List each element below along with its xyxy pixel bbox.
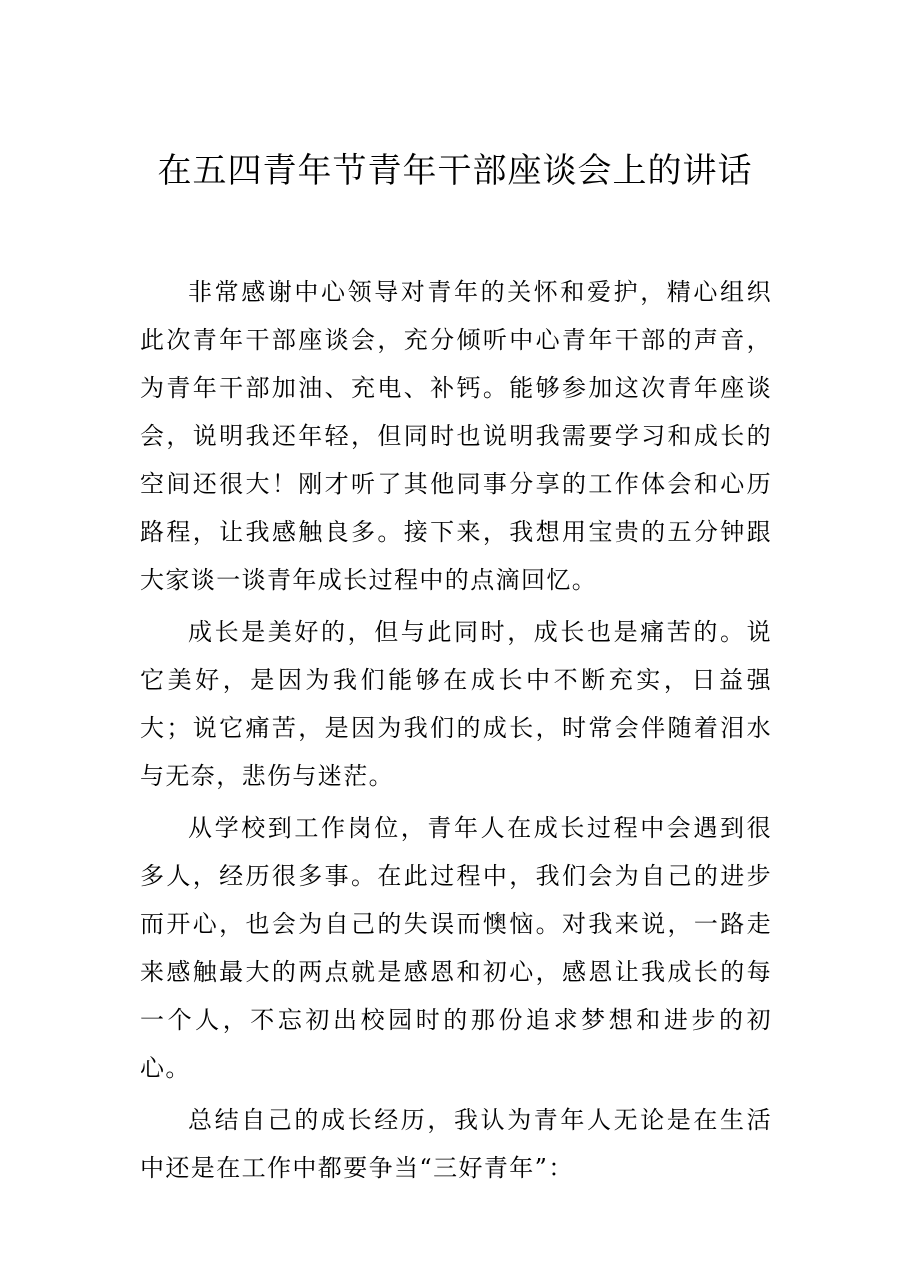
paragraph-2: 成长是美好的，但与此同时，成长也是痛苦的。说它美好，是因为我们能够在成长中不断充实，日益强大；说它痛苦，是因为我们的成长，时常会伴随着泪水与无奈，悲伤与迷茫。 <box>140 618 772 790</box>
document-title: 在五四青年节青年干部座谈会上的讲话 <box>157 151 753 191</box>
document-body <box>140 268 772 1196</box>
paragraph-1: 非常感谢中心领导对青年的关怀和爱护，精心组织此次青年干部座谈会，充分倾听中心青年干部的声音，为青年干部加油、充电、补钙。能够参加这次青年座谈会，说明我还年轻，但同时也说明我需要学习和成长的空间还很大！刚才听了其他同事分享的工作体会和心历路程，让我感触良多。接下来，我想用宝贵的五分钟跟大家谈一谈青年成长过程中的点滴回忆。 <box>140 278 772 594</box>
paragraph-4: 总结自己的成长经历，我认为青年人无论是在生活中还是在工作中都要争当“三好青年”： <box>140 1106 772 1182</box>
paragraph-3: 从学校到工作岗位，青年人在成长过程中会遇到很多人，经历很多事。在此过程中，我们会为自己的进步而开心，也会为自己的失误而懊恼。对我来说，一路走来感触最大的两点就是感恩和初心，感恩让我成长的每一个人，不忘初出校园时的那份追求梦想和进步的初心。 <box>140 814 772 1082</box>
